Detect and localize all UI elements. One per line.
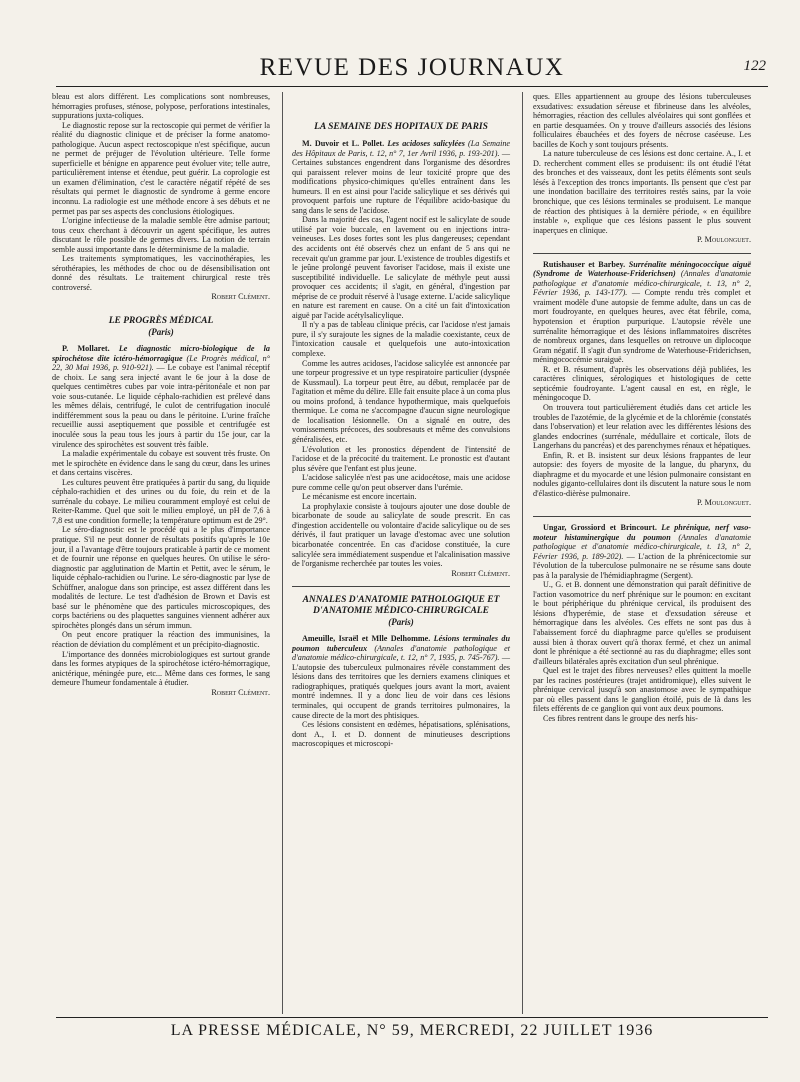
column-divider xyxy=(282,92,283,1014)
paragraph: L'origine infectieuse de la maladie semble être admise partout; tous ceux cherchant à découvrir un agent spécifique, les autres discutant le rôle possible de germes divers. La notion de terrain semble aussi importante dans le déterminisme de la maladie. xyxy=(52,216,270,254)
article-separator xyxy=(292,586,510,587)
article-authors: Ungar, Grossiord et Brincourt. xyxy=(543,522,662,532)
article-title: Lésions terminales du poumon tuberculeux xyxy=(292,634,510,653)
page-number: 122 xyxy=(743,58,766,74)
paragraph: — L'action de la phrénicectomie sur l'évolution de la tuberculose pulmonaire ne se résume sans doute pas à la paralysie de l'hémidiaphragme (Sergent). xyxy=(533,551,751,580)
article-reference: (Annales d'anatomie pathologique et d'anatomie médico-chirurgicale, t. 12, n° 7, 1935, p. 745-767). xyxy=(292,643,510,663)
article-heading xyxy=(52,344,270,449)
page-masthead xyxy=(56,52,768,87)
section-title: ANNALES D'ANATOMIE PATHOLOGIQUE ET D'ANATOMIE MÉDICO-CHIRURGICALE xyxy=(302,595,500,617)
article-separator xyxy=(533,253,751,254)
article-authors: P. Mollaret. xyxy=(62,344,119,354)
paragraph: — Certaines substances engendrent dans l'organisme des désordres qui paraissent relever moins de leur toxicité propre que des modifications physico-chimiques qu'elles entraînent dans les humeurs. Il en est ainsi pour l'acide salicylique et ses dérivés qui provoquent parfois une rupture de l'équilibre acido-basique du sang dans le sens de l'acidose. xyxy=(292,148,510,215)
article-title: Surrénalite méningococcique aiguë (Syndrome de Waterhouse-Friderichsen) xyxy=(533,259,751,279)
paragraph: On peut encore pratiquer la réaction des immunisines, la réaction de déviation du complément et un précipito-diagnostic. xyxy=(52,630,270,649)
paragraph: U., G. et B. donnent une démonstration qui paraît définitive de l'action vasomotrice du nerf phrénique sur le poumon: en excitant le bout périphérique du phrénique cervical, ils produisent des lésions d'hyperémie, de stase et d'exsudation séreuse et hémorragique dans les alvéoles. Ces effets ne sont pas dus à l'abaissement forcé du diaphragme parce qu'elles se produisent aussi bien à thorax ouvert qu'à thorax fermé, et chez un animal dont le phrénique a été sectionné au ras du diaphragme; elles sont d'ailleurs bilatérales après excitation d'un seul phrénique. xyxy=(533,580,751,666)
article-authors: Ameuille, Israël et Mlle Delhomme. xyxy=(302,634,434,644)
article-title: Les acidoses salicylées xyxy=(387,139,469,148)
paragraph: L'importance des données microbiologiques est surtout grande dans les formes atypiques de la spirochétose ictéro-hémorragique, anictérique, méningée pure, etc... Même dans ces formes, le sang demeure l'humeur fondamentale à étudier. xyxy=(52,649,270,688)
section-title: LE PROGRÈS MÉDICAL xyxy=(108,316,214,327)
article-title: Le phrénique, nerf vaso-moteur histaminergique du poumon xyxy=(533,522,751,542)
page-footer: LA PRESSE MÉDICALE, N° 59, MERCREDI, 22 JUILLET 1936 xyxy=(56,1017,768,1040)
author-signature: Robert Clément. xyxy=(211,687,270,697)
paragraph: ques. Elles appartiennent au groupe des lésions tuberculeuses exsudatives: exsudation séreuse et fibrineuse dans les alvéoles, hémorragies, réaction des cellules alvéolaires qui sont gonflées et en partie desquamées. On y trouve d'ailleurs associés des lésions folliculaires ébauchées et des foyers de nécrose caséeuse. Les bacilles de Koch y sont toujours présents. xyxy=(533,92,751,149)
paragraph: Le mécanisme est encore incertain. xyxy=(302,492,417,502)
paragraph: — L'autopsie des tuberculeux pulmonaires révèle constamment des lésions dans des territoires que les derniers examens cliniques et radiographiques, pratiqués quelques jours avant la mort, avaient montré indemnes. Il y a donc lieu de voir dans ces lésions terminales, qui occupent de grands territoires pulmonaires, la cause directe de la mort des phtisiques. xyxy=(292,653,510,720)
paragraph: bleau est alors différent. Les complications sont nombreuses, hémorragies profuses, sténose, polypose, perforations intestinales, suppurations juxta-coliques. xyxy=(52,92,270,121)
column-left xyxy=(52,92,270,697)
paragraph: Le séro-diagnostic est le procédé qui a le plus d'importance pratique. S'il ne peut donner de résultats positifs qu'après le 10e jour, il a l'avantage d'être toujours praticable à partir de ce moment et de fournir une réponse en quelques heures. On utilise le séro-diagnostic par agglutination de Martin et Pettit, avec le sérum, le liquide céphalo-rachidien ou l'urine. Le séro-diagnostic par lyse de Schüffner, analogue dans son principe, est assez différent dans les modalités de lecture. Le test d'adhésion de Brown et Davis est basé sur le phénomène que des particules microscopiques, des corps bactériens ou des plaquettes sanguines viennent adhérer aux spirochètes plongés dans un sérum immun. xyxy=(52,525,270,630)
section-city: (Paris) xyxy=(388,617,414,628)
paragraph: Les traitements symptomatiques, les vaccinothérapies, les sérothérapies, les méthodes de choc ou de désensibilisation ont donné des résultats. Le traitement chirurgical reste très controversé. xyxy=(52,254,270,292)
paragraph: Il n'y a pas de tableau clinique précis, car l'acidose n'est jamais pure, il s'y surajoute les signes de la maladie coexistante, ceux de l'intoxication causale et quelquefois une auto-intoxication complexe. xyxy=(292,320,510,359)
paragraph: L'évolution et les pronostics dépendent de l'intensité de l'acidose et de la précocité du traitement. Le pronostic est d'autant plus sévère que l'enfant est plus jeune. xyxy=(292,444,510,473)
article-reference: (Annales d'anatomie pathologique et d'anatomie médico-chirurgicale, t. 13, n° 2, Février 1936, p. 189-202). xyxy=(533,532,752,561)
paragraph: Ces fibres rentrent dans le groupe des nerfs his- xyxy=(543,713,698,723)
column-middle xyxy=(292,92,510,749)
article-reference: (Le Progrès médical, n° 22, 30 Mai 1936, p. 910-921). xyxy=(52,353,270,373)
paragraph: Dans la majorité des cas, l'agent nocif est le salicylate de soude utilisé par voie buccale, en lavement ou en injections intra-veineuses. Les doses fortes sont les plus dangereuses; cependant des accidents ont été observés chez un enfant de 5 ans qui ne recevait qu'un gramme par jour. L'existence de troubles digestifs et le jeûne prolongé peuvent favoriser l'acidose, mais il existe une susceptibilité individuelle. Le salicylate de méthyle peut aussi provoquer ces accidents; il s'agit, en général, d'ingestion par méprise de ce produit réservé à l'usage externe. L'acide salicylique en nature est rarement en cause. On a cité un fait d'intoxication aiguë par l'acide acétylsalicylique. xyxy=(292,215,510,320)
column-divider xyxy=(522,92,523,1014)
paragraph: Quel est le trajet des fibres nerveuses? elles quittent la moelle par les racines postérieures (trajet antidromique), elles suivent le phrénique cervical jusqu'à son anastomose avec le sympathique par où elles passent dans le ganglion étoilé, puis de là dans les filets efférents de ce ganglion qui vont aux deux poumons. xyxy=(533,666,751,714)
column-right xyxy=(533,92,751,723)
paragraph: Le diagnostic repose sur la rectoscopie qui permet de vérifier la réalité du diagnostic clinique et de préciser la forme anatomo-pathologique. Aucun aspect rectoscopique n'est spécifique, aucun ne permet de préjuger de l'évolution ultérieure. Telle forme superficielle et bénigne en apparence peut évoluer vite; telle autre, particulièrement intense et étendue, peut guérir. La coprologie est un examen d'élimination, c'est le caractère négatif répété de ses résultats qui permet le diagnostic de syndrome à germe encore inconnu. La radiologie est une méthode encore à ses débuts et ne permet pas par ses aspects des conclusions étiologiques. xyxy=(52,120,270,216)
paragraph: La maladie expérimentale du cobaye est souvent très fruste. On met le spirochète en évidence dans le sang du cœur, dans les urines et dans certains viscères. xyxy=(52,449,270,478)
journal-title: REVUE DES JOURNAUX xyxy=(259,54,565,81)
paragraph: Ces lésions consistent en œdèmes, hépatisations, splénisations, dont A., I. et D. donnent de minutieuses descriptions macroscopiques et microscopi- xyxy=(292,720,510,749)
paragraph: Les cultures peuvent être pratiquées à partir du sang, du liquide céphalo-rachidien et des urines ou du foie, du rein et de la surrénale du cobaye. Le milieu couramment employé est celui de Reiter-Ramme. Quel que soit le milieu employé, un pH de 7,6 à 7,8 est une condition formelle; la température optimum est de 29°. xyxy=(52,477,270,525)
article-authors: Rutishauser et Barbey. xyxy=(543,259,629,269)
article-separator xyxy=(533,516,751,517)
paragraph: R. et B. résument, d'après les observations déjà publiées, les caractères cliniques, sérologiques et histologiques de cette septicémie foudroyante. L'agent causal en est, en règle, le méningocoque D. xyxy=(533,364,751,403)
paragraph: Comme les autres acidoses, l'acidose salicylée est annoncée par une torpeur progressive et un type respiratoire particulier (dyspnée de Kussmaul). La torpeur peut être, au début, remplacée par de l'agitation et même du délire. Elle fait ensuite place à un coma plus ou moins profond, à tendance hypothermique, mais quelquefois thermique. Le coma ne s'accompagne d'aucun signe neurologique de localisation lésionnelle. On a signalé en outre, des vomissements précoces, des soubresauts et même des convulsions généralisées, etc. xyxy=(292,358,510,444)
article-heading xyxy=(533,260,751,365)
paragraph: — Compte rendu très complet et vraiment modèle d'une autopsie de femme adulte, dans un cas de mort foudroyante, en quelques heures, avec état fébrile, coma, hypotension et éruption purpurique. L'autopsie révèle une surrénalite hémorragique et des lésions inflammatoires discrètes de nombreux organes, dans lesquelles on retrouve un diplocoque Gram négatif. Il s'agit d'un syndrome de Waterhouse-Friderichsen, méningococcémie suraiguë. xyxy=(533,288,751,365)
article-heading xyxy=(533,523,751,580)
article-authors: M. Duvoir et L. Pollet. xyxy=(302,139,388,148)
article-reference: (La Semaine des Hôpitaux de Paris, t. 12, n° 7, 1er Avril 1936, p. 193-201). xyxy=(292,139,511,158)
paragraph: L'acidose salicylée n'est pas une acidocétose, mais une acidose pure comme celle qu'on peut observer dans l'urémie. xyxy=(292,473,510,492)
article-heading xyxy=(292,139,510,215)
section-city: (Paris) xyxy=(148,327,174,338)
author-signature: Robert Clément. xyxy=(451,568,510,578)
article-heading xyxy=(292,634,510,720)
paragraph: Enfin, R. et B. insistent sur deux lésions frappantes de leur autopsie: des foyers de myosite de la langue, du pharynx, du diaphragme et du myocarde et une lésion pulmonaire consistant en nodules giganto-cellulaires dont ils discutent la nature sous le nom d'élastico-dièrèse pulmonaire. xyxy=(533,450,751,498)
paragraph: On trouvera tout particulièrement étudiés dans cet article les troubles de l'azotémie, de la glycémie et de la chlorémie (constatés dans l'observation) et leur relation avec les différentes lésions des glandes endocrines (surrénale, médullaire et corticale, îlots de Langerhans du pancréas) et des parenchymes rénaux et hépatiques. xyxy=(533,402,751,451)
section-title: LA SEMAINE DES HOPITAUX DE PARIS xyxy=(314,122,488,132)
author-signature: Robert Clément. xyxy=(211,292,270,302)
paragraph: — Le cobaye est l'animal réceptif de choix. Le sang sera injecté avant le 6e jour à la dose de quelques centimètres cubes par voie intra-péritonéale et non par voie sous-cutanée. Le liquide céphalo-rachidien est prélevé dans les mêmes délais, centrifugé, le culot de centrifugation inoculé indifféremment sous la peau ou dans le péritoine. L'urine fraîche recueillie aussi aseptiquement que possible et centrifugée est inoculée sous la peau tous les jours à partir du 15e jour, car la virulence des spirochètes est souvent très faible. xyxy=(52,363,270,449)
article-title: Le diagnostic micro-biologique de la spirochétose dite ictéro-hémorragique xyxy=(52,344,270,363)
paragraph: La prophylaxie consiste à toujours ajouter une dose double de bicarbonate de soude au salicylate de soude prescrit. En cas d'ingestion accidentelle ou volontaire d'acide salicylique ou de ses dérivés, il faut pratiquer un lavage d'estomac avec une solution bicarbonatée concentrée. En cas d'acidose constituée, la cure salicylée sera immédiatement suspendue et l'alcalinisation massive de l'organisme recherchée par toutes les voies. xyxy=(292,501,510,569)
author-signature: P. Moulonguet. xyxy=(696,235,751,245)
article-reference: (Annales d'anatomie pathologique et d'anatomie médico-chirurgicale, t. 13, n° 2, Février 1936, p. 143-177). xyxy=(533,269,751,298)
author-signature: P. Moulonguet. xyxy=(696,498,751,508)
paragraph: La nature tuberculeuse de ces lésions est donc certaine. A., I. et D. recherchent comment elles se produisent: ils ont étudié l'état des bronches et des vaisseaux, dont les petits éléments sont seuls lésés à l'exception des troncs importants. Ils pensent que c'est par une inondation bacillaire des territoires restés sains, par la voie bronchique, que ces lésions terminales se produisent. Le manque de réaction des phtisiques à la dernière période, « en équilibre instable », explique que ces lésions passent le plus souvent inaperçues en clinique. xyxy=(533,149,751,235)
